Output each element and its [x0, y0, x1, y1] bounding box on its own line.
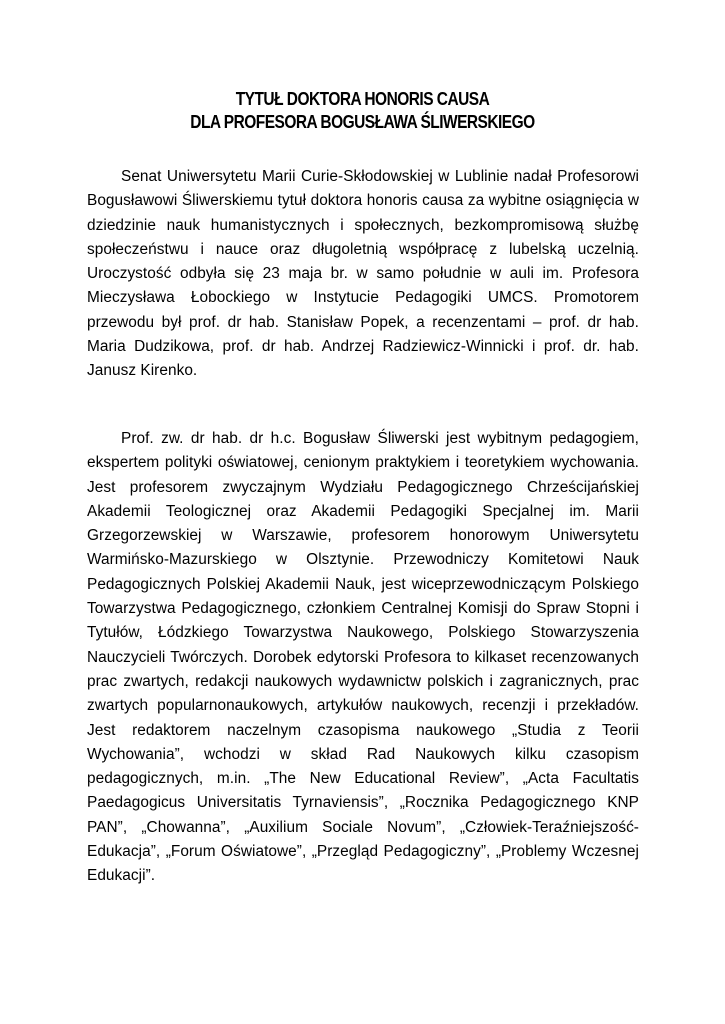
paragraph-professor-bio: Prof. zw. dr hab. dr h.c. Bogusław Śliwerski jest wybitnym pedagogiem, ekspertem polityki oświatowej, cenionym praktykiem i teoretykiem wychowania. Jest profesorem zwyczajnym Wydziału Pedagogicznego Chrześcijańskiej Akademii Teologicznej oraz Akademii Pedagogiki Specjalnej im. Marii Grzegorzewskiej w Warszawie, profesorem honorowym Uniwersytetu Warmińsko-Mazurskiego w Olsztynie. Przewodniczy Komitetowi Nauk Pedagogicznych Polskiej Akademii Nauk, jest wiceprzewodniczącym Polskiego Towarzystwa Pedagogicznego, członkiem Centralnej Komisji do Spraw Stopni i Tytułów, Łódzkiego Towarzystwa Naukowego, Polskiego Stowarzyszenia Nauczycieli Twórczych. Dorobek edytorski Profesora to kilkaset recenzowanych prac zwartych, redakcji naukowych wydawnictw polskich i zagranicznych, prac zwartych popularnonaukowych, artykułów naukowych, recenzji i przekładów. Jest redaktorem naczelnym czasopisma naukowego „Studia z Teorii Wychowania”, wchodzi w skład Rad Naukowych kilku czasopism pedagogicznych, m.in. „The New Educational Review”, „Acta Facultatis Paedagogicus Universitatis Tyrnaviensis”, „Rocznika Pedagogicznego KNP PAN”, „Chowanna”, „Auxilium Sociale Novum”, „Człowiek-Teraźniejszość-Edukacja”, „Forum Oświatowe”, „Przegląd Pedagogiczny”, „Problemy Wczesnej Edukacji”. — [87, 430, 639, 885]
title-line-2: DLA PROFESORA BOGUSŁAWA ŚLIWERSKIEGO — [190, 112, 535, 132]
paragraph-senate-award: Senat Uniwersytetu Marii Curie-Skłodowskiej w Lublinie nadał Profesorowi Bogusławowi Śliwerskiemu tytuł doktora honoris causa za wybitne osiągnięcia w dziedzinie nauk humanistycznych i społecznych, bezkompromisową służbę społeczeństwu i nauce oraz długoletnią współpracę z lubelską uczelnią. Uroczystość odbyła się 23 maja br. w samo południe w auli im. Profesora Mieczysława Łobockiego w Instytucie Pedagogiki UMCS. Promotorem przewodu był prof. dr hab. Stanisław Popek, a recenzentami – prof. dr hab. Maria Dudzikowa, prof. dr hab. Andrzej Radziewicz-Winnicki i prof. dr. hab. Janusz Kirenko. — [87, 168, 639, 380]
title-line-1: TYTUŁ DOKTORA HONORIS CAUSA — [235, 89, 490, 109]
document-title — [51, 88, 675, 134]
